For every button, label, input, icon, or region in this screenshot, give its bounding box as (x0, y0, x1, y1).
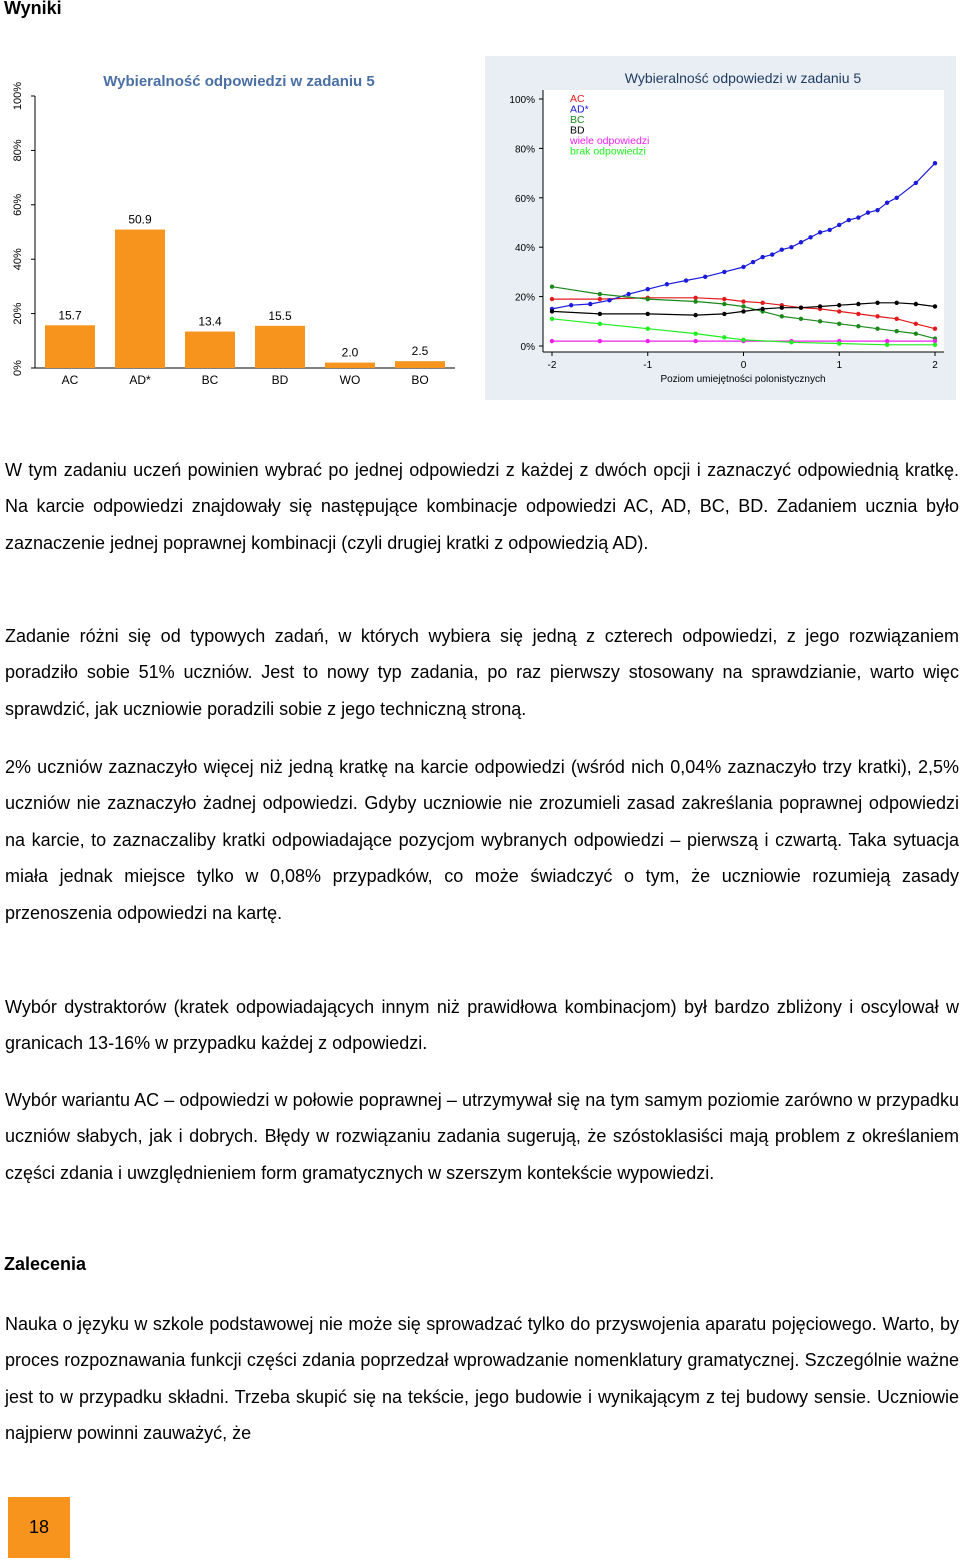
bar-category-label: AC (61, 373, 79, 387)
series-point (741, 304, 745, 308)
series-point (598, 297, 602, 301)
series-point (818, 304, 822, 308)
series-point (646, 339, 650, 343)
series-point (569, 303, 573, 307)
bar (185, 332, 235, 368)
series-point (760, 301, 764, 305)
line-x-tick-label: -1 (643, 360, 653, 371)
bar-category-label: BC (201, 373, 219, 387)
series-point (799, 317, 803, 321)
series-point (693, 313, 697, 317)
page-number: 18 (8, 1497, 70, 1558)
bar (325, 363, 375, 368)
series-point (875, 327, 879, 331)
series-point (885, 343, 889, 347)
line-chart-title: Wybieralność odpowiedzi w zadaniu 5 (624, 70, 862, 86)
bar-y-tick-label: 60% (11, 193, 24, 216)
line-y-tick-label: 80% (514, 144, 535, 156)
series-point (895, 301, 899, 305)
series-point (875, 208, 879, 212)
series-point (837, 223, 841, 227)
series-point (837, 341, 841, 345)
series-point (684, 278, 688, 282)
series-point (914, 322, 918, 326)
paragraph-4: Wybór dystraktorów (kratek odpowiadających innym niż prawidłowa kombinacjom) był bardzo zbliżony i oscylował w granicach 13-16% w przypadku każdej z odpowiedzi. (5, 997, 959, 1054)
bar (395, 361, 445, 368)
line-y-tick-label: 100% (509, 95, 535, 106)
bar (45, 325, 95, 368)
bar-y-tick-label: 100% (11, 81, 24, 111)
line-y-tick-label: 0% (520, 342, 535, 353)
series-point (827, 228, 831, 232)
series-point (866, 210, 870, 214)
line-chart (485, 56, 956, 400)
legend-entry: BD (570, 124, 585, 137)
series-point (914, 302, 918, 306)
series-point (837, 322, 841, 326)
series-point (598, 292, 602, 296)
bar-y-tick-label: 0% (11, 360, 24, 376)
series-point (646, 312, 650, 316)
series-point (722, 335, 726, 339)
series-point (741, 265, 745, 269)
legend-entry: wiele odpowiedzi (570, 135, 650, 147)
bar-chart-title: Wybieralność odpowiedzi w zadaniu 5 (103, 73, 375, 90)
series-point (598, 339, 602, 343)
series-point (808, 235, 812, 239)
series-point (847, 218, 851, 222)
series-point (837, 303, 841, 307)
series-point (703, 275, 707, 279)
series-point (722, 302, 726, 306)
series-point (550, 285, 554, 289)
bar-category-label: WO (339, 373, 361, 387)
line-x-tick-label: 2 (932, 360, 938, 371)
series-point (856, 215, 860, 219)
series-point (789, 245, 793, 249)
bar-y-tick-label: 20% (11, 302, 24, 325)
series-point (856, 312, 860, 316)
series-point (598, 322, 602, 326)
paragraph-3: 2% uczniów zaznaczyło więcej niż jedną kratkę na karcie odpowiedzi (wśród nich 0,04% zaznaczyło trzy kratki), 2,5% uczniów nie zaznaczyło żadnej odpowiedzi. Gdyby uczniowie nie zrozumieli zasad zakreślania poprawnej odpowiedzi na karcie, to zaznaczaliby kratki odpowiadające pozycjom wybranych odpowiedzi – pierwszą i czwartą. Taka sytuacja miała jednak miejsce tylko w 0,08% przypadków, co może świadczyć o tym, że uczniowie rozumieją zasady przenoszenia odpowiedzi na kartę. (5, 757, 959, 923)
bar-value-label: 2.5 (411, 344, 429, 359)
series-point (818, 230, 822, 234)
series-point (875, 301, 879, 305)
series-point (646, 297, 650, 301)
line-y-tick-label: 20% (514, 292, 535, 304)
series-point (741, 309, 745, 313)
series-point (751, 260, 755, 264)
series-point (760, 307, 764, 311)
series-point (780, 247, 784, 251)
series-point (598, 312, 602, 316)
series-point (550, 309, 554, 313)
line-y-tick-label: 60% (514, 193, 535, 205)
series-point (665, 282, 669, 286)
series-point (933, 343, 937, 347)
series-point (693, 299, 697, 303)
series-point (626, 292, 630, 296)
bar-y-tick-label: 80% (11, 139, 24, 162)
series-point (722, 270, 726, 274)
series-point (693, 331, 697, 335)
series-point (799, 240, 803, 244)
series-point (780, 314, 784, 318)
bar-chart (0, 56, 462, 396)
series-point (741, 299, 745, 303)
line-y-tick-label: 40% (514, 243, 535, 255)
series-point (693, 339, 697, 343)
series-point (741, 338, 745, 342)
series-point (914, 331, 918, 335)
bar-chart-panel (0, 56, 462, 396)
paragraph-5: Wybór wariantu AC – odpowiedzi w połowie poprawnej – utrzymywał się na tym samym poziomie zarówno w przypadku uczniów słabych, jak i dobrych. Błędy w rozwiązaniu zadania sugerują, że szóstoklasiści mają problem z określaniem części zdania i uwzględnieniem form gramatycznych w szerszym kontekście wypowiedzi. (5, 1090, 959, 1183)
series-point (789, 340, 793, 344)
series-point (895, 196, 899, 200)
bar-category-label: BO (411, 373, 429, 387)
series-point (818, 319, 822, 323)
series-point (856, 324, 860, 328)
legend-entry: BC (570, 114, 585, 126)
series-point (856, 302, 860, 306)
line-x-tick-label: 0 (740, 360, 747, 371)
series-point (933, 304, 937, 308)
bar-value-label: 13.4 (198, 314, 222, 329)
series-point (885, 201, 889, 205)
series-point (799, 306, 803, 310)
paragraph-1: W tym zadaniu uczeń powinien wybrać po jednej odpowiedzi z każdej z dwóch opcji i zaznaczyć odpowiednią kratkę. Na karcie odpowiedzi znajdowały się następujące kombinacje odpowiedzi AC, AD, BC, BD. Zadaniem ucznia było zaznaczenie jednej poprawnej kombinacji (czyli drugiej kratki z odpowiedzią AD). (5, 460, 959, 553)
series-point (760, 255, 764, 259)
line-x-tick-label: -2 (547, 360, 557, 371)
legend-entry: AC (570, 93, 585, 105)
recommendations-text: Nauka o języku w szkole podstawowej nie może się sprowadzać tylko do przyswojenia aparatu pojęciowego. Warto, by proces rozpoznawania funkcji części zdania poprzedzał wprowadzanie nomenklatury gramatycznej. Szczególnie ważne jest to w przypadku składni. Trzeba skupić się na tekście, jego budowie i wynikającym z tej budowy sensie. Uczniowie najpierw powinni zauważyć, że (5, 1314, 959, 1444)
series-point (607, 298, 611, 302)
series-point (550, 297, 554, 301)
series-point (933, 161, 937, 165)
series-point (875, 314, 879, 318)
series-point (722, 297, 726, 301)
bar-category-label: AD* (129, 373, 151, 387)
series-point (646, 327, 650, 331)
bar (255, 326, 305, 368)
series-point (895, 317, 899, 321)
series-point (550, 339, 554, 343)
bar-value-label: 15.5 (268, 308, 292, 323)
legend-entry: AD* (570, 103, 589, 116)
series-point (588, 302, 592, 306)
legend-entry: brak odpowiedzi (570, 145, 646, 158)
series-point (837, 309, 841, 313)
recommendations-heading: Zalecenia (4, 1254, 87, 1274)
bar-value-label: 15.7 (58, 308, 82, 323)
bar-category-label: BD (271, 373, 289, 387)
series-point (895, 329, 899, 333)
series-point (646, 287, 650, 291)
section-heading: Wyniki (4, 0, 62, 18)
bar (115, 230, 165, 368)
line-chart-panel (485, 56, 956, 400)
line-x-tick-label: 1 (836, 360, 843, 371)
series-point (770, 252, 774, 256)
bar-value-label: 50.9 (128, 212, 152, 227)
bar-value-label: 2.0 (341, 345, 359, 360)
series-point (914, 181, 918, 185)
line-x-axis-label: Poziom umiejętności polonistycznych (660, 374, 826, 385)
series-point (550, 317, 554, 321)
series-point (933, 327, 937, 331)
bar-y-tick-label: 40% (11, 248, 24, 271)
series-point (780, 306, 784, 310)
series-point (722, 312, 726, 316)
paragraph-2: Zadanie różni się od typowych zadań, w których wybiera się jedną z czterech odpowiedzi, z jego rozwiązaniem poradziło sobie 51% uczniów. Jest to nowy typ zadania, po raz pierwszy stosowany na sprawdzianie, warto więc sprawdzić, jak uczniowie poradzili sobie z jego techniczną stroną. (5, 626, 959, 719)
